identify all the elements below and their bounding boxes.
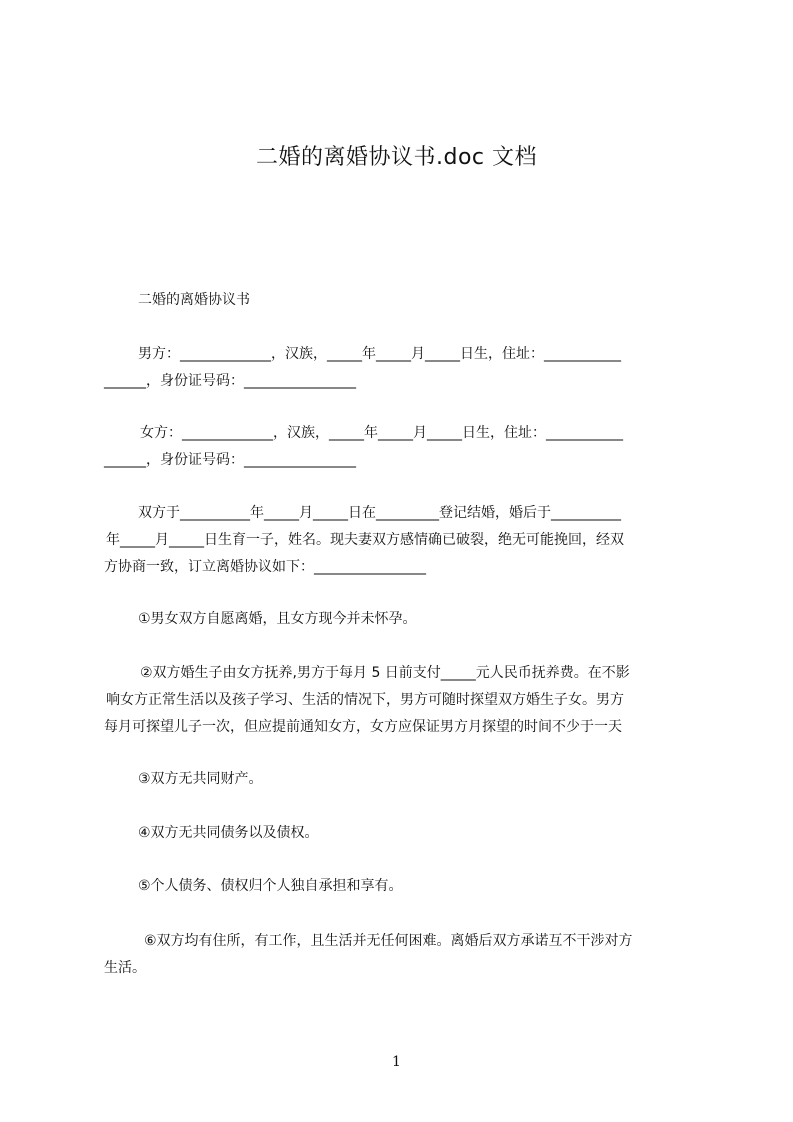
clause-2-line-2: 响女方正常生活以及孩子学习、生活的情况下，男方可随时探望双方婚生子女。男方 [106,692,624,708]
clause-2-paragraph [104,660,704,741]
page-number: 1 [392,1054,401,1070]
clause-5-text: ⑤个人债务、债权归个人独自承担和享有。 [138,878,403,894]
clause-5-paragraph [104,873,704,900]
male-party-line-2: ______，身份证号码：________________ [104,373,356,389]
clause-4-paragraph [104,820,704,847]
clause-3-text: ③双方无共同财产。 [138,771,263,787]
clause-2-line-1: ②双方婚生子由女方抚养,男方于每月 5 日前支付_____元人民币抚养费。在不影 [140,665,630,681]
female-party-paragraph [104,420,704,474]
marriage-line-1: 双方于__________年_____月_____日在_________登记结婚，婚后于__________ [138,505,621,521]
clause-4-text: ④双方无共同债务以及债权。 [138,825,319,841]
clause-3-paragraph [104,766,704,793]
clause-6-line-1: ⑥双方均有住所，有工作，且生活并无任何困难。离婚后双方承诺互不干涉对方 [144,933,633,949]
marriage-line-2: 年_____月_____日生育一子，姓名。现夫妻双方感情确已破裂，绝无可能挽回，经双 [106,532,624,548]
female-party-line-2: ______，身份证号码：________________ [104,452,356,468]
clause-6-paragraph [104,928,704,982]
clause-1-paragraph [104,606,704,633]
agreement-subtitle [104,287,704,314]
subtitle-text: 二婚的离婚协议书 [138,292,250,308]
marriage-line-3: 方协商一致，订立离婚协议如下：________________ [104,559,426,575]
clause-6-line-2: 生活。 [104,960,146,976]
document-title: 二婚的离婚协议书.doc 文档 [255,145,537,170]
clause-1-text: ①男女双方自愿离婚，且女方现今并未怀孕。 [138,611,417,627]
female-party-line-1: 女方：_____________，汉族，_____年_____月_____日生，住址：___________ [140,425,623,441]
male-party-line-1: 男方：_____________，汉族，_____年_____月_____日生，住址：___________ [138,346,621,362]
marriage-paragraph [104,500,704,581]
clause-2-line-3: 每月可探望儿子一次，但应提前通知女方，女方应保证男方月探望的时间不少于一天 [104,719,622,735]
male-party-paragraph [104,341,704,395]
